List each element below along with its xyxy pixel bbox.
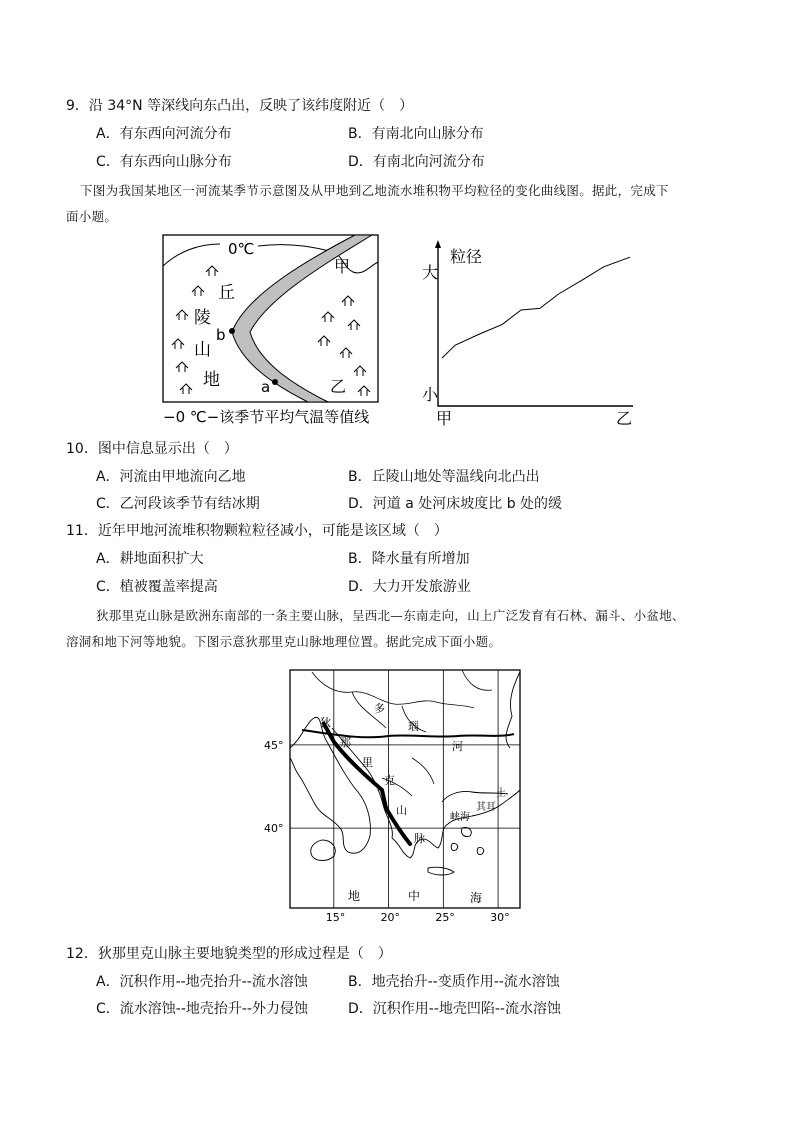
q10-option-d[interactable]: D．河道 a 处河床坡度比 b 处的缓 [348,496,563,512]
q11-option-b[interactable]: B．降水量有所增加 [348,551,470,567]
label-qier: 其耳 [476,802,496,813]
question-9-stem: 9．沿 34°N 等深线向东凸出，反映了该纬度附近（ ） [66,98,414,114]
intro-2-line-1: 狄那里克山脉是欧洲东南部的一条主要山脉，呈西北—东南走向，山上广泛发育有石林、漏斗、小盆地、 [96,608,685,623]
y-axis-arrow [435,240,441,248]
river-label-he: 河 [452,740,463,753]
chart-ylabel: 粒径 [450,247,483,266]
q10-option-c[interactable]: C．乙河段该季节有结冰期 [96,496,260,512]
question-12-stem: 12．狄那里克山脉主要地貌类型的形成过程是（ ） [66,946,392,962]
river-label-nao: 瑙 [408,720,419,733]
question-11-stem: 11．近年甲地河流堆积物颗粒粒径减小，可能是该区域（ ） [66,523,448,539]
q11-option-a[interactable]: A．耕地面积扩大 [96,551,204,567]
q10-option-a[interactable]: A．河流由甲地流向乙地 [96,469,246,485]
longitude-label: 25° [435,911,455,924]
river-label-duo: 多 [374,702,385,715]
q9-option-b[interactable]: B．有南北向山脉分布 [348,126,484,142]
grain-size-series-line [442,257,630,358]
q12-option-b[interactable]: B．地壳抬升--变质作用--流水溶蚀 [348,974,560,990]
longitude-label: 15° [325,911,346,924]
q11-option-d[interactable]: D．大力开发旅游业 [348,579,471,595]
question-10-stem: 10．图中信息显示出（ ） [66,441,238,457]
point-b-dot [229,328,235,334]
grain-size-chart [418,240,638,430]
q12-option-d[interactable]: D．沉积作用--地壳凹陷--流水溶蚀 [348,1001,561,1017]
hill-char-4: 地 [203,370,220,390]
q11-option-c[interactable]: C．植被覆盖率提高 [96,579,218,595]
q10-option-b[interactable]: B．丘陵山地处等温线向北凸出 [348,469,540,485]
intro-2-line-2: 溶洞和地下河等地貌。下图示意狄那里克山脉地理位置。据此完成下面小题。 [66,634,502,649]
point-a-label: a [261,378,271,396]
latitude-labels [264,739,284,835]
river-map-figure [158,232,393,427]
chart-axes [438,246,633,406]
chart-y-high-label: 大 [422,263,439,282]
chart-x-start-label: 甲 [436,409,453,428]
label-tu: 土 [496,788,506,799]
intro-1-line-2: 面小题。 [66,209,118,224]
longitude-labels [326,911,510,924]
sea-label-di: 地 [348,889,361,903]
label-ke: 克 [384,774,395,787]
q12-option-a[interactable]: A．沉积作用--地壳抬升--流水溶蚀 [96,974,308,990]
label-shan: 山 [396,804,407,817]
q12-option-c[interactable]: C．流水溶蚀--地壳抬升--外力侵蚀 [96,1001,308,1017]
sea-label-zhong: 中 [408,889,421,903]
label-na: 那 [340,736,351,749]
label-xiahai: 峡海 [450,812,470,823]
sea-label-hai: 海 [470,891,483,905]
hill-char-2: 陵 [194,308,211,328]
q9-option-d[interactable]: D．有南北向河流分布 [348,154,485,170]
label-li: 里 [362,756,373,769]
point-a-dot [272,379,278,385]
label-di: 狄 [320,716,331,729]
longitude-label: 20° [380,911,401,924]
isotherm-label: 0℃ [228,240,255,258]
place-jia: 甲 [334,257,351,276]
q9-option-a[interactable]: A．有东西向河流分布 [96,126,232,142]
place-yi: 乙 [330,377,347,396]
river-map-legend: −0 ℃−该季节平均气温等值线 [163,408,370,426]
hill-char-3: 山 [194,340,211,360]
label-mai: 脉 [414,832,425,845]
europe-map-frame [290,670,520,908]
hill-char-1: 丘 [218,283,235,303]
dinaric-alps-map [262,668,524,926]
latitude-label: 40° [264,822,284,836]
q9-option-c[interactable]: C．有东西向山脉分布 [96,154,232,170]
point-b-label: b [216,326,226,344]
latitude-label: 45° [264,738,284,752]
chart-x-end-label: 乙 [616,409,633,428]
chart-y-low-label: 小 [422,385,439,404]
longitude-label: 30° [490,911,510,924]
intro-1-line-1: 下图为我国某地区一河流某季节示意图及从甲地到乙地流水堆积物平均粒径的变化曲线图。据此，完成下 [80,183,669,198]
